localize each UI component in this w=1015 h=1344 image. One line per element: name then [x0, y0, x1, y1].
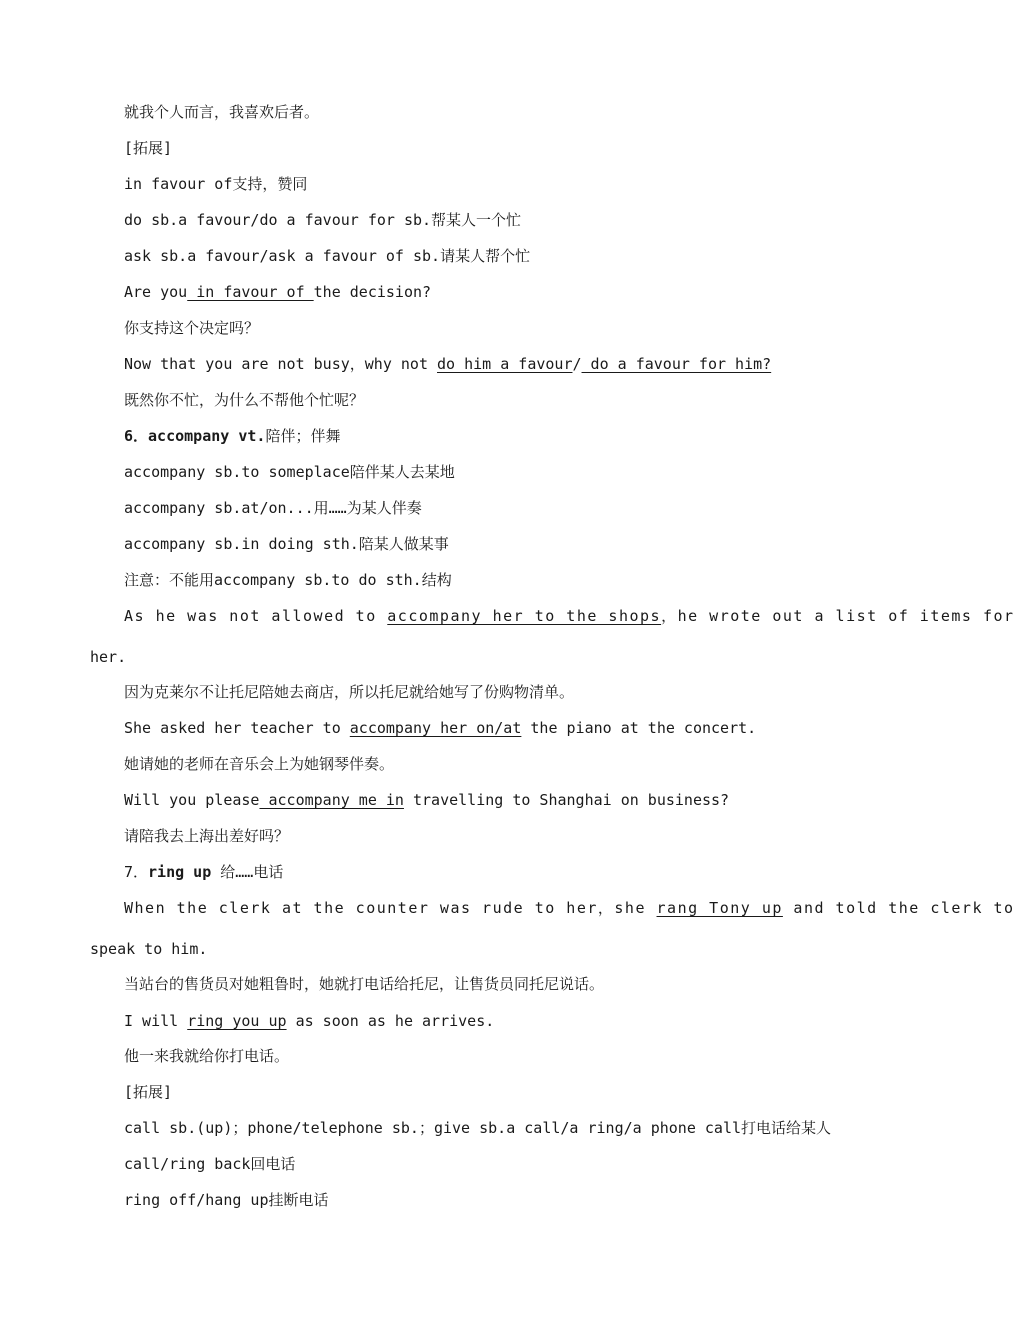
underlined-answer: ring you up	[187, 1012, 287, 1030]
entry-number: 7．	[124, 863, 149, 881]
text-line: call/ring back回电话	[124, 1155, 296, 1173]
sentence-text: Now that you are not busy，why not	[124, 355, 438, 373]
entry-heading	[124, 861, 283, 883]
entry-meaning: 陪伴；伴舞	[265, 427, 341, 445]
entry-heading	[124, 425, 340, 447]
text-line: do sb.a favour/do a favour for sb.帮某人一个忙	[124, 211, 522, 229]
note-line: 注意：不能用accompany sb.to do sth.结构	[124, 571, 452, 589]
underlined-answer: accompany her on/at	[349, 719, 522, 737]
entry-term: 6．accompany vt.	[124, 427, 266, 445]
sentence-text: as soon as he arrives.	[286, 1012, 495, 1030]
translation-line: 你支持这个决定吗？	[124, 319, 260, 337]
underlined-answer: in favour of	[187, 283, 314, 301]
example-sentence	[124, 605, 1015, 627]
text-line: in favour of支持，赞同	[124, 175, 308, 193]
example-sentence	[124, 789, 729, 811]
underlined-answer: accompany her to the shops	[387, 607, 662, 625]
sentence-text: When the clerk at the counter was rude to her，she	[124, 899, 657, 917]
underlined-answer: rang Tony up	[656, 899, 783, 917]
entry-meaning: 给……电话	[211, 863, 284, 881]
text-line: ask sb.a favour/ask a favour of sb.请某人帮个忙	[124, 247, 531, 265]
underlined-answer: accompany me in	[259, 791, 404, 809]
sentence-text: Will you please	[124, 791, 260, 809]
sentence-text: I will	[124, 1012, 188, 1030]
section-heading: [拓展]	[124, 1083, 173, 1101]
underlined-answer: do him a favour	[437, 355, 573, 373]
translation-line: 因为克莱尔不让托尼陪她去商店，所以托尼就给她写了份购物清单。	[124, 683, 575, 701]
underlined-answer: do a favour for him?	[581, 355, 772, 373]
translation-line: 她请她的老师在音乐会上为她钢琴伴奏。	[124, 755, 395, 773]
text-line: accompany sb.to someplace陪伴某人去某地	[124, 463, 455, 481]
text-line: accompany sb.at/on...用……为某人伴奏	[124, 499, 422, 517]
text-line: accompany sb.in doing sth.陪某人做某事	[124, 535, 449, 553]
translation-line: 请陪我去上海出差好吗？	[124, 827, 290, 845]
example-sentence	[124, 897, 1015, 919]
translation-line: 当站台的售货员对她粗鲁时，她就打电话给托尼，让售货员同托尼说话。	[124, 975, 605, 993]
translation-line: 他一来我就给你打电话。	[124, 1047, 290, 1065]
example-sentence	[124, 353, 771, 375]
text-line: ring off/hang up挂断电话	[124, 1191, 329, 1209]
sentence-text: ，he wrote out a list of items for	[661, 607, 1015, 625]
sentence-text: travelling to Shanghai on business?	[403, 791, 730, 809]
sentence-text: /	[572, 355, 582, 373]
sentence-text: As he was not allowed to	[124, 607, 388, 625]
sentence-text: She asked her teacher to	[124, 719, 350, 737]
sentence-text: and told the clerk to	[782, 899, 1015, 917]
text-line: 就我个人而言，我喜欢后者。	[124, 103, 320, 121]
text-line: speak to him.	[90, 940, 208, 958]
text-line: call sb.(up)；phone/telephone sb.；give sb.a call/a ring/a phone call打电话给某人	[124, 1119, 832, 1137]
sentence-text: Are you	[124, 283, 188, 301]
text-line: her.	[90, 648, 127, 666]
example-sentence	[124, 717, 756, 739]
entry-term: ring up	[148, 863, 212, 881]
example-sentence	[124, 1010, 494, 1032]
sentence-text: the piano at the concert.	[521, 719, 757, 737]
sentence-text: the decision?	[313, 283, 432, 301]
example-sentence	[124, 281, 431, 303]
translation-line: 既然你不忙，为什么不帮他个忙呢？	[124, 391, 365, 409]
section-heading: [拓展]	[124, 139, 173, 157]
